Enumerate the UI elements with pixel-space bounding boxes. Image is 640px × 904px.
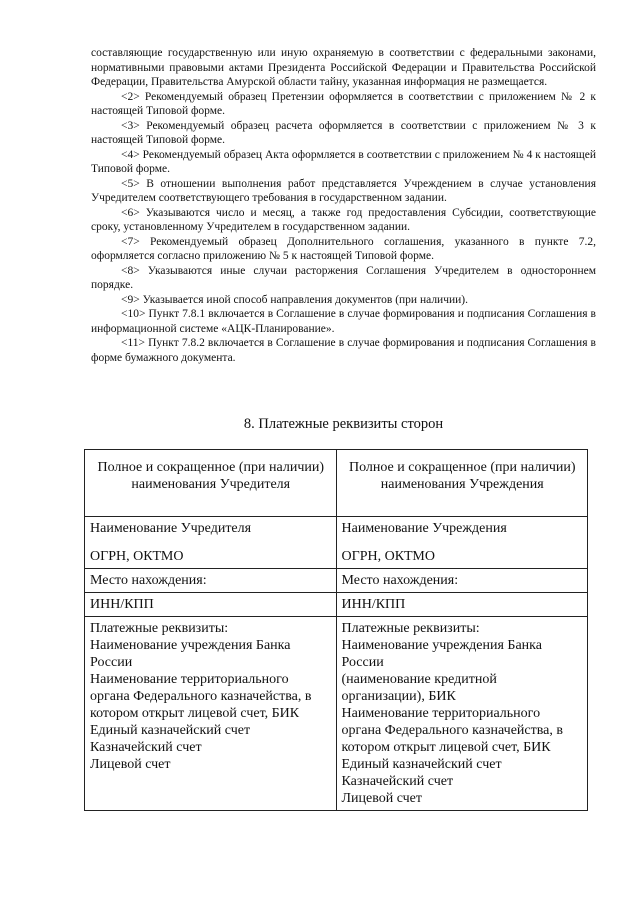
founder-payment-line: Единый казначейский счет — [90, 723, 251, 738]
institution-payment-line: Платежные реквизиты: — [341, 621, 480, 636]
payment-details-table — [84, 449, 588, 811]
footnote-10: <10> Пункт 7.8.1 включается в Соглашение в случае формирования и подписания Соглашения в информационной системе «АЦК-Планирование». — [91, 308, 596, 335]
footnote-4: <4> Рекомендуемый образец Акта оформляется в соответствии с приложением № 4 к настоящей Типовой форме. — [91, 148, 596, 175]
footnote-3: <3> Рекомендуемый образец расчета оформляется в соответствии с приложением № 3 к настоящей Типовой форме. — [91, 119, 596, 146]
institution-name-label: Наименование Учреждения — [341, 521, 507, 536]
footnotes-block — [91, 46, 596, 365]
table-row-location — [85, 569, 588, 593]
footnote-8: <8> Указываются иные случаи расторжения Соглашения Учредителем в одностороннем порядке. — [91, 264, 596, 291]
footnote-continuation: составляющие государственную или иную охраняемую в соответствии с федеральными законами, нормативными правовыми актами Президента Российской Федерации и Правительства Российской Федерации, Правительства Амурской области тайну, указанная информация не размещается. — [91, 47, 596, 88]
cell-founder-name — [85, 517, 337, 569]
section-title: 8. Платежные реквизиты сторон — [243, 416, 444, 432]
header-institution: Полное и сокращенное (при наличии) наименования Учреждения — [336, 450, 588, 517]
footnote-11: <11> Пункт 7.8.2 включается в Соглашение в случае формирования и подписания Соглашения в форме бумажного документа. — [91, 337, 596, 364]
table-row-name-ogrn — [85, 517, 588, 569]
founder-payment-line: Наименование учреждения Банка России — [90, 638, 291, 670]
table-header-row — [85, 450, 588, 517]
institution-payment-line: Казначейский счет — [341, 774, 454, 789]
institution-payment-line: (наименование кредитной организации), БИК — [341, 672, 497, 704]
footnote-2: <2> Рекомендуемый образец Претензии оформляется в соответствии с приложением № 2 к настоящей Типовой форме. — [91, 90, 596, 117]
table-row-payment — [85, 617, 588, 811]
founder-payment-line: Наименование территориального органа Федерального казначейства, в котором открыт лицевой счет, БИК — [90, 672, 312, 721]
footnote-6: <6> Указываются число и месяц, а также год предоставления Субсидии, соответствующие сроку, установленному Учредителем в государственном задании. — [91, 206, 596, 233]
cell-founder-location: Место нахождения: — [85, 569, 337, 593]
institution-payment-line: Наименование территориального органа Федерального казначейства, в котором открыт лицевой счет, БИК — [341, 706, 563, 755]
footnote-5: <5> В отношении выполнения работ представляется Учреждением в случае установления Учредителем соответствующего требования в государственном задании. — [91, 177, 596, 204]
founder-payment-line: Лицевой счет — [90, 757, 171, 772]
cell-institution-inn: ИНН/КПП — [336, 593, 588, 617]
institution-payment-line: Наименование учреждения Банка России — [341, 638, 542, 670]
cell-institution-name — [336, 517, 588, 569]
footnote-7: <7> Рекомендуемый образец Дополнительного соглашения, указанного в пункте 7.2, оформляется согласно приложению № 5 к настоящей Типовой форме. — [91, 235, 596, 262]
cell-institution-payment — [336, 617, 588, 811]
cell-institution-location: Место нахождения: — [336, 569, 588, 593]
cell-founder-payment — [85, 617, 337, 811]
institution-ogrn-label: ОГРН, ОКТМО — [341, 549, 435, 564]
cell-founder-inn: ИНН/КПП — [85, 593, 337, 617]
header-founder: Полное и сокращенное (при наличии) наименования Учредителя — [85, 450, 337, 517]
founder-name-label: Наименование Учредителя — [90, 521, 252, 536]
founder-payment-line: Платежные реквизиты: — [90, 621, 229, 636]
institution-payment-line: Единый казначейский счет — [341, 757, 502, 772]
footnote-9: <9> Указывается иной способ направления документов (при наличии). — [121, 293, 469, 306]
table-row-inn — [85, 593, 588, 617]
institution-payment-line: Лицевой счет — [341, 791, 423, 806]
founder-payment-line: Казначейский счет — [90, 740, 202, 755]
founder-ogrn-label: ОГРН, ОКТМО — [90, 549, 184, 564]
